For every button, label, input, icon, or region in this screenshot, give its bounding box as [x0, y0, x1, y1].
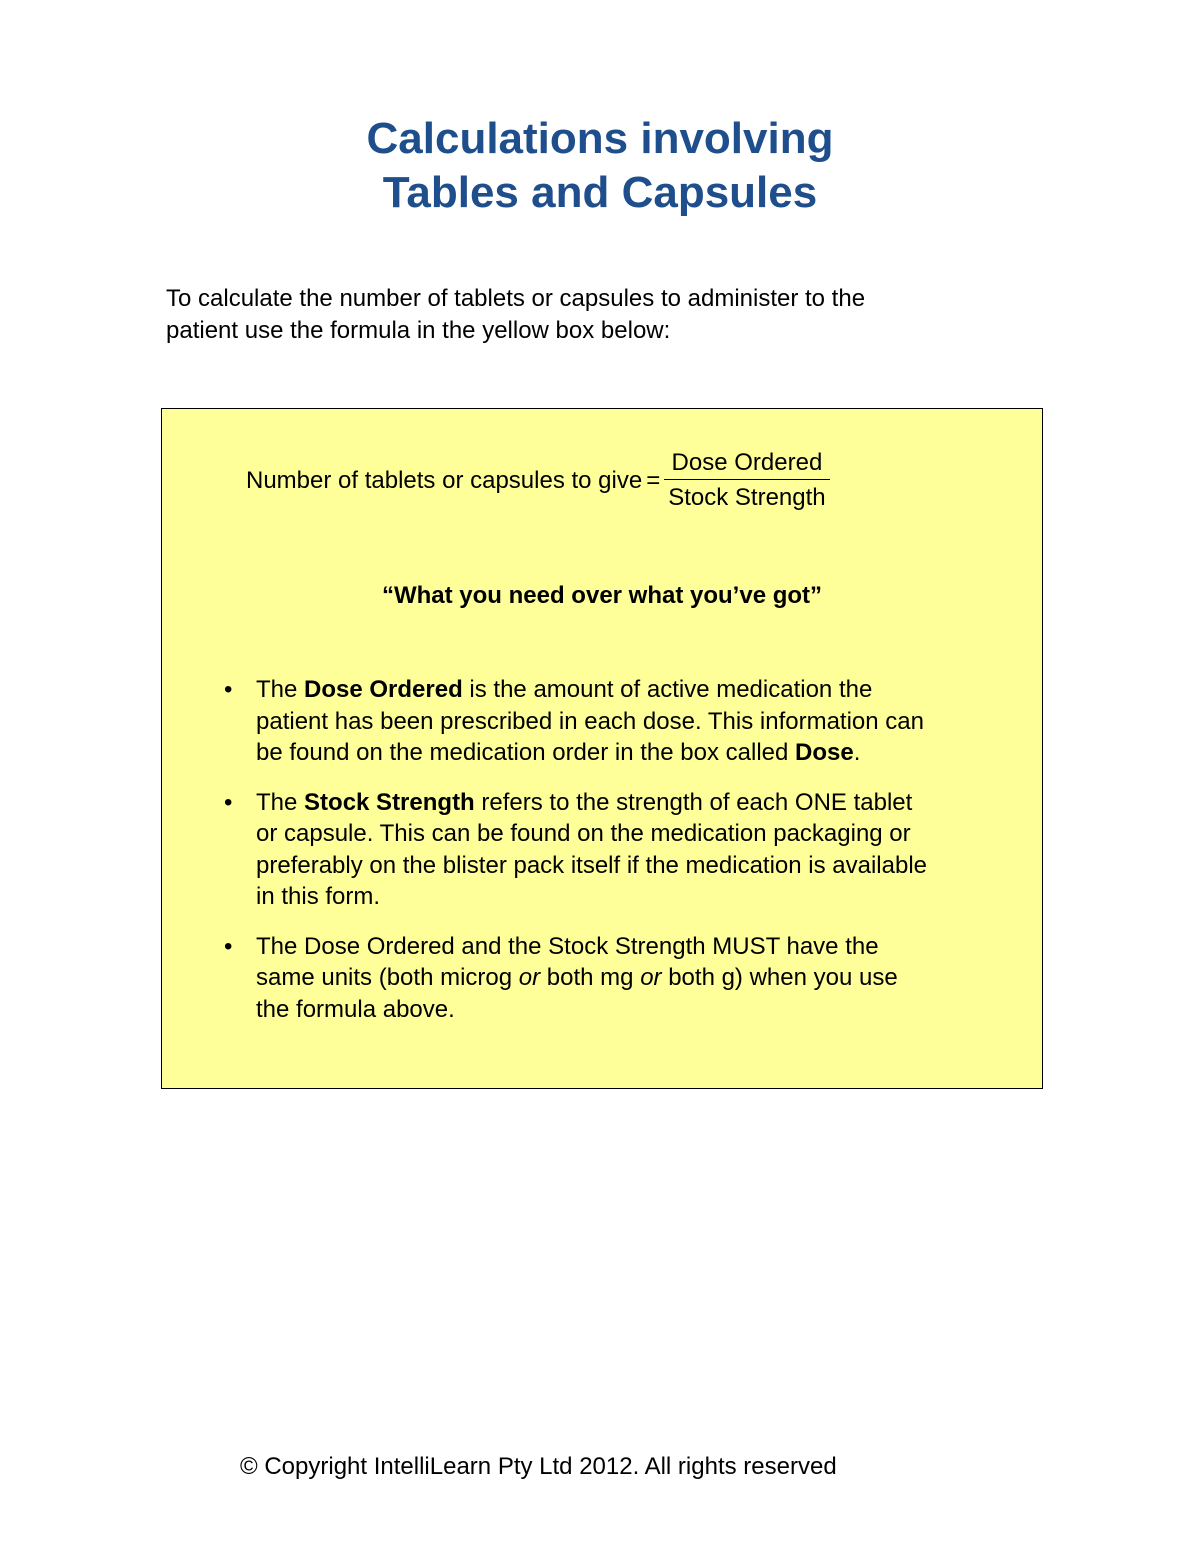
- bullet-line: in this form.: [256, 883, 381, 910]
- bullet-line: patient has been prescribed in each dose. This information can: [256, 707, 924, 735]
- intro-paragraph: [166, 283, 1046, 347]
- bullet-icon: •: [224, 676, 233, 703]
- formula-box: [161, 408, 1043, 1089]
- page-title: [0, 112, 1200, 220]
- text-run: both g) when you use: [661, 964, 898, 991]
- text-run: refers to the strength of each ONE tablet: [474, 788, 913, 816]
- bullet-line: [256, 962, 1030, 994]
- text-run: both mg: [540, 964, 641, 991]
- intro-line-1: To calculate the number of tablets or capsules to administer to the: [166, 285, 866, 312]
- text-run: .: [853, 739, 861, 766]
- bullet-line: [256, 737, 1030, 769]
- formula-fraction: [664, 449, 829, 512]
- page-title-line-1: Calculations involving: [366, 114, 834, 163]
- term-dose: Dose: [795, 739, 854, 766]
- formula-lhs: Number of tablets or capsules to give: [246, 466, 643, 494]
- copyright-footer: © Copyright IntelliLearn Pty Ltd 2012. All rights reserved: [240, 1453, 837, 1480]
- bullet-line: preferably on the blister pack itself if the medication is available: [256, 851, 928, 879]
- emphasis-or: or: [640, 964, 662, 991]
- text-run: is the amount of active medication the: [462, 676, 873, 703]
- formula-numerator: Dose Ordered: [671, 449, 823, 476]
- text-run: same units (both microg: [256, 964, 519, 991]
- page-title-line-2: Tables and Capsules: [382, 168, 818, 217]
- bullet-icon: •: [224, 788, 233, 816]
- bullet-line: [256, 787, 1030, 819]
- bullet-stock-strength: [218, 787, 1030, 913]
- bullet-line: the formula above.: [256, 995, 455, 1023]
- bullet-list: [218, 674, 1030, 1043]
- formula-equals-sign: =: [646, 466, 661, 494]
- term-dose-ordered: Dose Ordered: [304, 676, 463, 703]
- bullet-line: [256, 674, 1030, 706]
- formula: [246, 449, 830, 512]
- text-run: be found on the medication order in the box called: [256, 739, 796, 766]
- emphasis-or: or: [518, 964, 541, 991]
- motto: “What you need over what you’ve got”: [381, 582, 823, 609]
- text-run: The: [256, 788, 305, 816]
- bullet-same-units: [218, 931, 1030, 1026]
- text-run: The: [256, 676, 305, 703]
- bullet-icon: •: [224, 932, 233, 960]
- intro-line-2: patient use the formula in the yellow box below:: [166, 317, 671, 344]
- term-stock-strength: Stock Strength: [304, 788, 475, 816]
- formula-denominator: Stock Strength: [668, 484, 826, 511]
- bullet-line: The Dose Ordered and the Stock Strength MUST have the: [256, 932, 879, 960]
- bullet-dose-ordered: [218, 674, 1030, 769]
- bullet-line: or capsule. This can be found on the medication packaging or: [256, 820, 911, 847]
